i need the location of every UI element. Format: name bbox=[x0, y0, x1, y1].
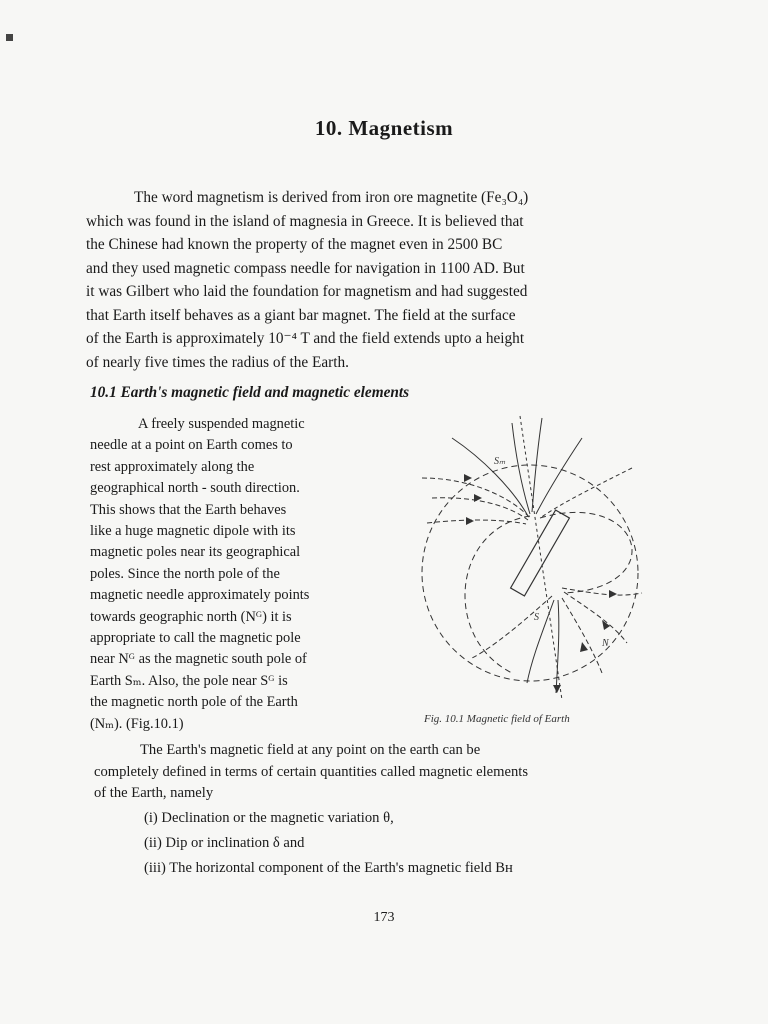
body-line: needle at a point on Earth comes to bbox=[90, 437, 293, 454]
body-line: appropriate to call the magnetic pole bbox=[90, 630, 301, 647]
intro-line: the Chinese had known the property of the magnet even in 2500 BC bbox=[86, 236, 503, 253]
body-line: like a huge magnetic dipole with its bbox=[90, 523, 296, 540]
scan-mark bbox=[6, 34, 13, 41]
body-line: near Nᴳ as the magnetic south pole of bbox=[90, 651, 307, 668]
elements-paragraph bbox=[94, 740, 694, 805]
body-line: completely defined in terms of certain quantities called magnetic elements bbox=[94, 763, 529, 780]
body-line: poles. Since the north pole of the bbox=[90, 565, 280, 582]
chapter-title: 10. Magnetism bbox=[314, 116, 454, 140]
label-south-lower: S bbox=[534, 612, 539, 623]
intro-line: of nearly five times the radius of the Earth. bbox=[86, 353, 349, 371]
list-item: (i) Declination or the magnetic variation θ, bbox=[144, 810, 394, 826]
body-line: towards geographic north (Nᴳ) it is bbox=[90, 608, 292, 625]
list-item: (iii) The horizontal component of the Earth's magnetic field Bʜ bbox=[144, 860, 513, 876]
page-number: 173 bbox=[373, 910, 395, 925]
body-line: (Nₘ). (Fig.10.1) bbox=[90, 715, 184, 732]
label-south-geo: Sₘ bbox=[494, 456, 506, 467]
body-line: A freely suspended magnetic bbox=[138, 416, 305, 432]
body-line: geographical north - south direction. bbox=[90, 480, 300, 497]
body-line: This shows that the Earth behaves bbox=[90, 501, 287, 518]
body-line: the magnetic north pole of the Earth bbox=[90, 694, 298, 711]
magnetic-elements-list bbox=[144, 810, 513, 885]
intro-paragraph bbox=[86, 186, 686, 374]
left-column-paragraph bbox=[90, 414, 403, 735]
figure-caption: Fig. 10.1 Magnetic field of Earth bbox=[424, 713, 570, 725]
list-item: (ii) Dip or inclination δ and bbox=[144, 835, 305, 851]
body-line: of the Earth, namely bbox=[94, 785, 214, 801]
intro-line: of the Earth is approximately 10⁻⁴ T and the field extends upto a height bbox=[86, 330, 525, 347]
intro-line: The word magnetism is derived from iron ore magnetite (Fe₃O₄) bbox=[134, 189, 529, 206]
earth-magnetic-field-figure bbox=[412, 408, 682, 718]
body-line: Earth Sₘ. Also, the pole near Sᴳ is bbox=[90, 672, 288, 689]
intro-line: that Earth itself behaves as a giant bar magnet. The field at the surface bbox=[86, 306, 516, 324]
label-north-lower: N bbox=[602, 638, 609, 649]
body-line: magnetic needle approximately points bbox=[90, 587, 310, 604]
intro-line: and they used magnetic compass needle for navigation in 1100 AD. But bbox=[86, 259, 525, 277]
section-heading: 10.1 Earth's magnetic field and magnetic elements bbox=[90, 384, 410, 401]
intro-line: it was Gilbert who laid the foundation for magnetism and had suggested bbox=[86, 283, 528, 300]
intro-line: which was found in the island of magnesia in Greece. It is believed that bbox=[86, 212, 524, 230]
body-line: magnetic poles near its geographical bbox=[90, 544, 301, 561]
body-line: The Earth's magnetic field at any point on the earth can be bbox=[140, 742, 481, 758]
field-lines-diagram bbox=[412, 408, 682, 718]
body-line: rest approximately along the bbox=[90, 458, 255, 475]
